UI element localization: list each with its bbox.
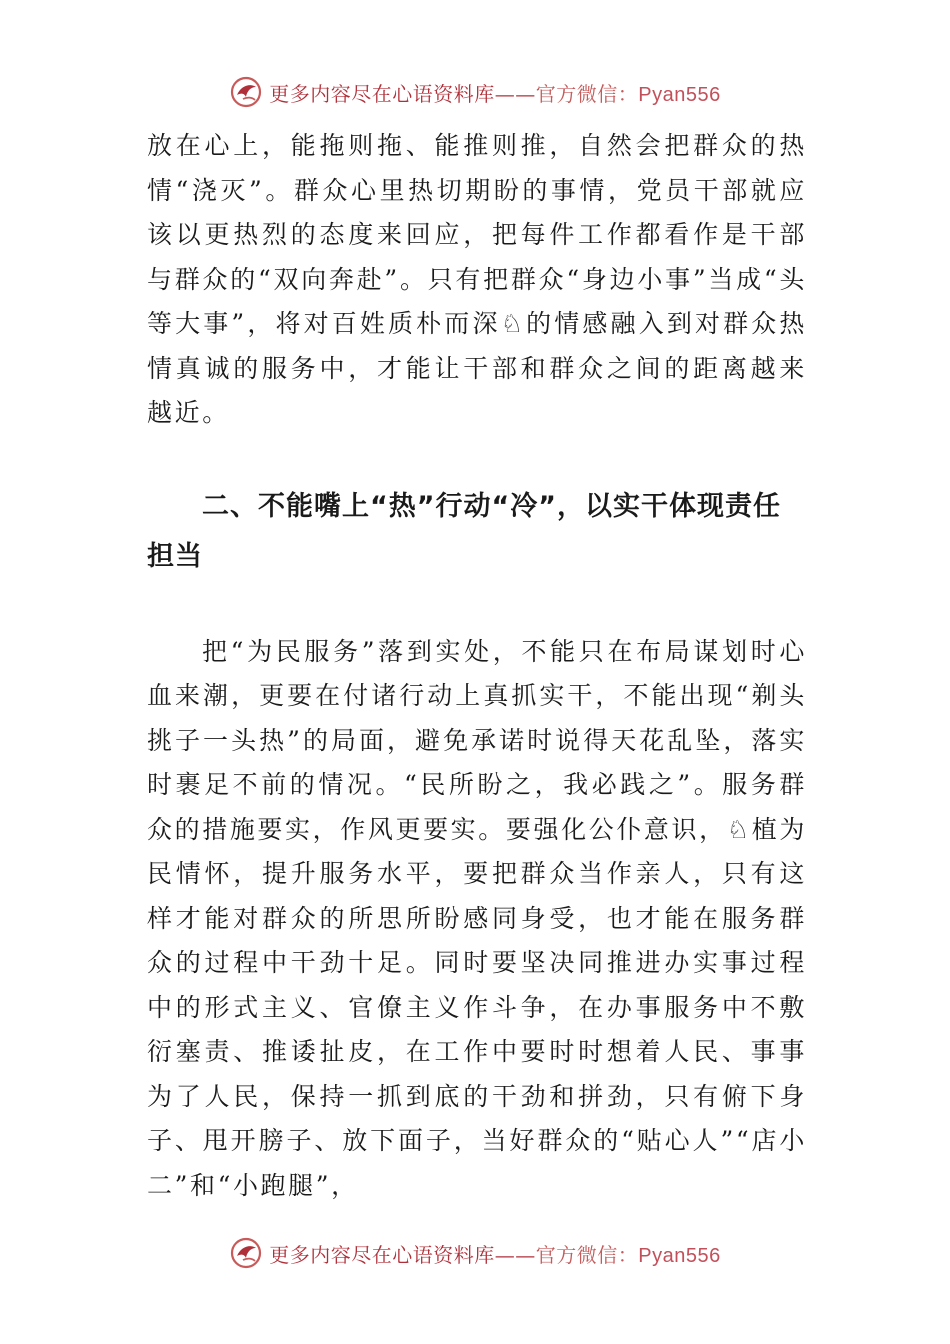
watermark-label: 官方微信： (535, 81, 639, 106)
watermark-id: Pyan556 (638, 1244, 721, 1267)
watermark-dash: —— (494, 1242, 536, 1267)
watermark-main: 更多内容尽在心语资料库 (269, 81, 495, 106)
paragraph-continued: 放在心上，能拖则拖、能推则推，自然会把群众的热情“浇灭”。群众心里热切期盼的事情，党员干部就应该以更热烈的态度来回应，把每件工作都看作是干部与群众的“双向奔赴”。只有把群众“身边小事”当成“头等大事”，将对百姓质朴而深♘的情感融入到对群众热情真诚的服务中，才能让干部和群众之间的距离越来越近。 (147, 131, 807, 427)
watermark-logo-icon (229, 1236, 263, 1270)
section-heading: 二、不能嘴上“热”行动“冷”，以实干体现责任担当 (147, 490, 781, 572)
watermark-logo-icon (229, 75, 263, 109)
paragraph-section-2: 把“为民服务”落到实处，不能只在布局谋划时心血来潮，更要在付诸行动上真抓实干，不能出现“剃头挑子一头热”的局面，避免承诺时说得天花乱坠，落实时裹足不前的情况。“民所盼之，我必践之”。服务群众的措施要实，作风更要实。要强化公仆意识，♘植为民情怀，提升服务水平，要把群众当作亲人，只有这样才能对群众的所思所盼感同身受，也才能在服务群众的过程中干劲十足。同时要坚决同推进办实事过程中的形式主义、官僚主义作斗争，在办事服务中不敷衍塞责、推诿扯皮，在工作中要时时想着人民、事事为了人民，保持一抓到底的干劲和拼劲，只有俯下身子、甩开膀子、放下面子，当好群众的“贴心人”“店小二”和“小跑腿”， (147, 636, 807, 1200)
watermark-main: 更多内容尽在心语资料库 (269, 1242, 495, 1267)
watermark-text (269, 1239, 720, 1268)
watermark-label: 官方微信： (535, 1242, 639, 1267)
header-watermark (0, 72, 950, 112)
watermark-dash: —— (494, 81, 536, 106)
watermark-id: Pyan556 (638, 83, 721, 106)
watermark-text (269, 78, 720, 107)
footer-watermark (0, 1233, 950, 1273)
document-body (147, 124, 807, 1208)
